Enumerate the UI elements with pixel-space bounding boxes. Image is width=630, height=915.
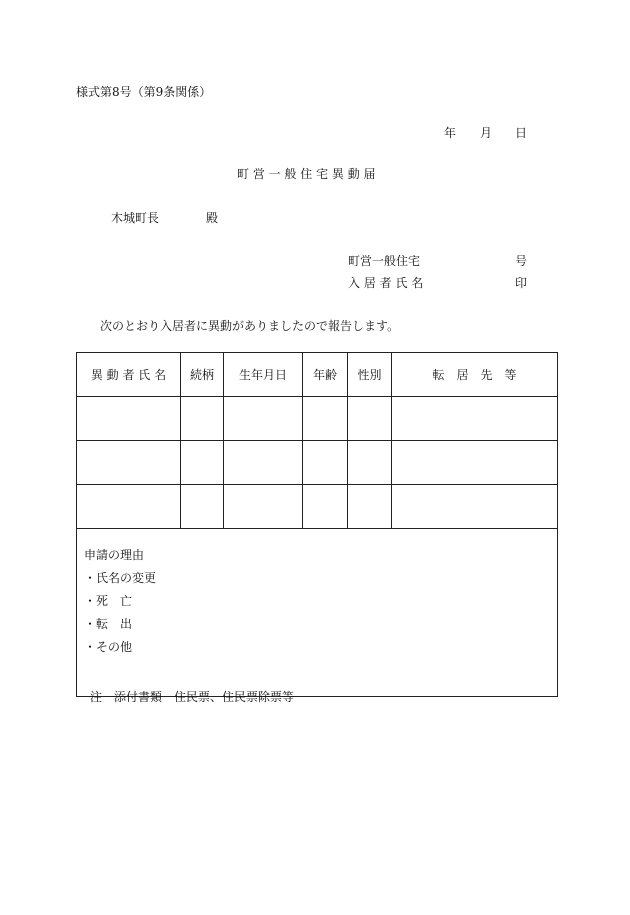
- name-cell[interactable]: [77, 397, 181, 441]
- birth-date-cell[interactable]: [224, 485, 303, 529]
- header-gender: 性別: [348, 353, 392, 397]
- relationship-cell[interactable]: [181, 397, 224, 441]
- relationship-cell[interactable]: [181, 441, 224, 485]
- birth-date-cell[interactable]: [224, 397, 303, 441]
- document-title: 町 営 一 般 住 宅 異 動 届: [237, 167, 376, 181]
- housing-number-suffix: 号: [515, 254, 528, 268]
- relationship-cell[interactable]: [181, 485, 224, 529]
- addressee-name: 木城町長: [111, 211, 160, 225]
- date-month: 月: [480, 126, 493, 140]
- date-day: 日: [515, 126, 528, 140]
- new-address-cell[interactable]: [392, 397, 558, 441]
- birth-date-cell[interactable]: [224, 441, 303, 485]
- addressee-honorific: 殿: [206, 211, 219, 225]
- header-new-address: 転 居 先 等: [392, 353, 558, 397]
- table-row: [77, 485, 558, 529]
- header-birth-date: 生年月日: [224, 353, 303, 397]
- reason-name-change: ・氏名の変更: [84, 571, 157, 585]
- reason-move-out: ・転 出: [84, 617, 133, 631]
- change-table: [76, 352, 558, 697]
- header-age: 年齢: [303, 353, 348, 397]
- gender-cell[interactable]: [348, 441, 392, 485]
- table-row: [77, 441, 558, 485]
- header-relationship: 続柄: [181, 353, 224, 397]
- new-address-cell[interactable]: [392, 441, 558, 485]
- age-cell[interactable]: [303, 485, 348, 529]
- attachment-note: 注 添付書類 住民票、住民票除票等: [90, 690, 295, 704]
- form-number: 様式第8号（第9条関係）: [76, 85, 212, 99]
- reason-title: 申請の理由: [84, 548, 145, 562]
- reason-other: ・その他: [84, 640, 133, 654]
- header-changed-person-name: 異 動 者 氏 名: [77, 353, 181, 397]
- new-address-cell[interactable]: [392, 485, 558, 529]
- table-row: [77, 397, 558, 441]
- resident-name-label: 入 居 者 氏 名: [348, 276, 424, 290]
- gender-cell[interactable]: [348, 397, 392, 441]
- reason-row: [77, 529, 558, 697]
- table-header-row: [77, 353, 558, 397]
- intro-text: 次のとおり入居者に異動がありましたので報告します。: [100, 319, 400, 333]
- date-year: 年: [444, 126, 457, 140]
- name-cell[interactable]: [77, 441, 181, 485]
- age-cell[interactable]: [303, 441, 348, 485]
- gender-cell[interactable]: [348, 485, 392, 529]
- housing-label: 町営一般住宅: [348, 254, 421, 268]
- reason-death: ・死 亡: [84, 594, 133, 608]
- seal-mark: 印: [515, 276, 528, 290]
- age-cell[interactable]: [303, 397, 348, 441]
- reason-cell: [77, 529, 558, 697]
- name-cell[interactable]: [77, 485, 181, 529]
